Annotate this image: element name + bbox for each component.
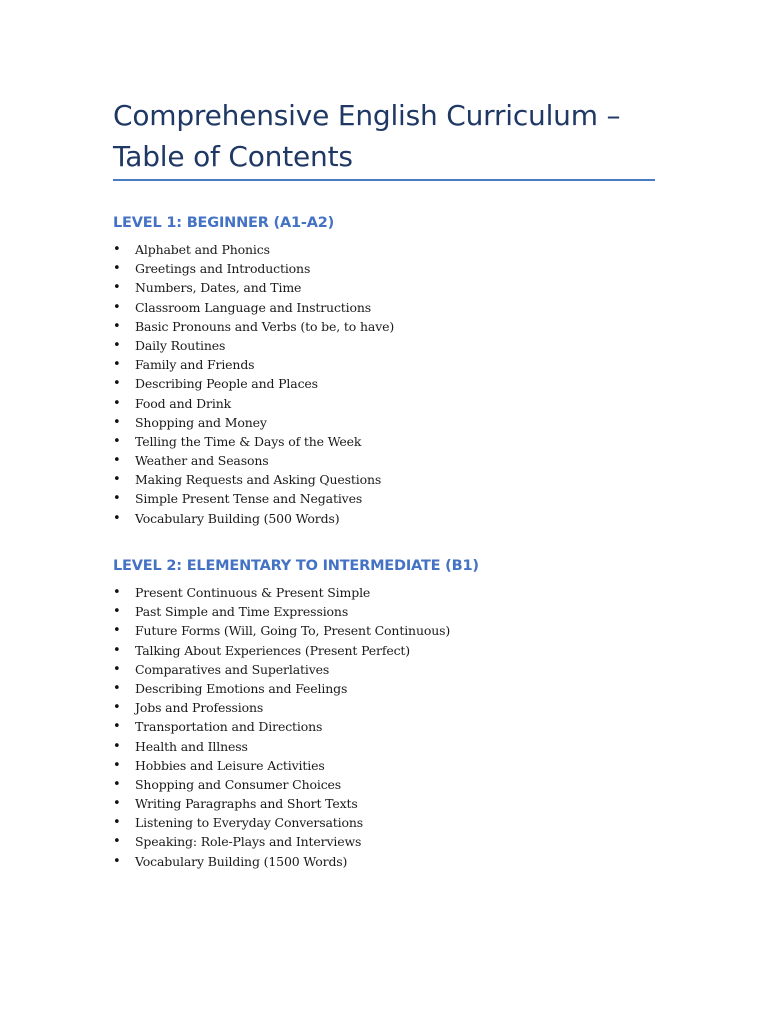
bullet-icon: • (113, 585, 121, 600)
section-heading: LEVEL 1: BEGINNER (A1-A2) (113, 215, 335, 231)
list-item (113, 336, 673, 355)
bullet-icon: • (113, 395, 121, 411)
bullet-icon: • (113, 604, 121, 620)
bullet-icon: • (113, 414, 121, 430)
bullet-icon: • (113, 376, 121, 392)
bullet-icon: • (113, 472, 121, 488)
list-item-text: Daily Routines (135, 337, 226, 353)
list-item (113, 698, 673, 717)
list-item-text: Classroom Language and Instructions (135, 299, 372, 315)
list-item (113, 355, 673, 374)
list-item-text: Jobs and Professions (135, 700, 264, 716)
bullet-icon: • (113, 719, 121, 735)
bullet-icon: • (113, 738, 121, 754)
list-item-text: Vocabulary Building (500 Words) (135, 510, 340, 526)
section-heading: LEVEL 2: ELEMENTARY TO INTERMEDIATE (B1) (113, 558, 479, 574)
bullet-icon: • (113, 510, 121, 526)
bullet-icon: • (113, 453, 121, 469)
list-item (113, 317, 673, 336)
list-item (113, 775, 673, 794)
bullet-icon: • (113, 796, 121, 812)
list-item-text: Simple Present Tense and Negatives (135, 491, 363, 507)
section-level-1 (113, 212, 673, 528)
list-item (113, 240, 673, 259)
bullet-icon: • (113, 491, 121, 507)
bullet-icon: • (113, 261, 121, 277)
list-item (113, 432, 673, 451)
list-item-text: Telling the Time & Days of the Week (135, 433, 362, 449)
bullet-icon: • (113, 357, 121, 373)
list-item (113, 621, 673, 640)
list-item (113, 794, 673, 813)
title-underline-rule (113, 179, 655, 181)
title-line-2: Table of Contents (113, 140, 353, 173)
list-item-text: Food and Drink (135, 395, 232, 411)
list-item-text: Shopping and Consumer Choices (135, 776, 342, 792)
list-item-text: Comparatives and Superlatives (135, 661, 330, 677)
list-item-text: Past Simple and Time Expressions (135, 604, 349, 620)
list-item (113, 278, 673, 297)
list-item (113, 451, 673, 470)
bullet-icon: • (113, 337, 121, 353)
list-item (113, 737, 673, 756)
list-item (113, 489, 673, 508)
list-item (113, 298, 673, 317)
bullet-icon: • (113, 815, 121, 831)
list-item-text: Writing Paragraphs and Short Texts (135, 796, 358, 812)
list-item (113, 717, 673, 736)
list-item-text: Present Continuous & Present Simple (135, 585, 371, 600)
list-item-text: Making Requests and Asking Questions (135, 472, 382, 488)
bullet-icon: • (113, 680, 121, 696)
topic-list (113, 240, 673, 528)
list-item-text: Hobbies and Leisure Activities (135, 757, 325, 773)
list-item (113, 602, 673, 621)
list-item (113, 756, 673, 775)
section-level-2 (113, 555, 673, 871)
bullet-icon: • (113, 299, 121, 315)
list-item-text: Health and Illness (135, 738, 248, 754)
list-item-text: Talking About Experiences (Present Perfect) (135, 642, 411, 658)
bullet-icon: • (113, 757, 121, 773)
list-item (113, 852, 673, 871)
list-item-text: Numbers, Dates, and Time (135, 280, 302, 296)
list-item (113, 660, 673, 679)
list-item-text: Shopping and Money (135, 414, 267, 430)
list-item (113, 641, 673, 660)
list-item-text: Family and Friends (135, 357, 255, 373)
list-item (113, 374, 673, 393)
list-item-text: Transportation and Directions (135, 719, 323, 735)
list-item-text: Basic Pronouns and Verbs (to be, to have) (135, 318, 395, 334)
bullet-icon: • (113, 623, 121, 639)
bullet-icon: • (113, 242, 121, 257)
list-item (113, 679, 673, 698)
bullet-icon: • (113, 661, 121, 677)
bullet-icon: • (113, 280, 121, 296)
bullet-icon: • (113, 318, 121, 334)
bullet-icon: • (113, 700, 121, 716)
list-item (113, 832, 673, 851)
list-item (113, 394, 673, 413)
list-item-text: Describing Emotions and Feelings (135, 680, 348, 696)
bullet-icon: • (113, 433, 121, 449)
list-item (113, 509, 673, 528)
list-item-text: Vocabulary Building (1500 Words) (135, 853, 348, 869)
bullet-icon: • (113, 776, 121, 792)
list-item-text: Weather and Seasons (135, 453, 269, 469)
list-item-text: Greetings and Introductions (135, 261, 311, 277)
topic-list (113, 583, 673, 871)
bullet-icon: • (113, 853, 121, 869)
list-item (113, 470, 673, 489)
list-item-text: Future Forms (Will, Going To, Present Continuous) (135, 623, 451, 639)
list-item (113, 259, 673, 278)
list-item-text: Speaking: Role-Plays and Interviews (135, 834, 362, 850)
list-item-text: Listening to Everyday Conversations (135, 815, 364, 831)
document-title (113, 95, 673, 177)
title-line-1: Comprehensive English Curriculum – (113, 99, 621, 132)
list-item-text: Alphabet and Phonics (135, 242, 270, 257)
bullet-icon: • (113, 834, 121, 850)
list-item (113, 813, 673, 832)
bullet-icon: • (113, 642, 121, 658)
list-item (113, 413, 673, 432)
list-item (113, 583, 673, 602)
list-item-text: Describing People and Places (135, 376, 318, 392)
